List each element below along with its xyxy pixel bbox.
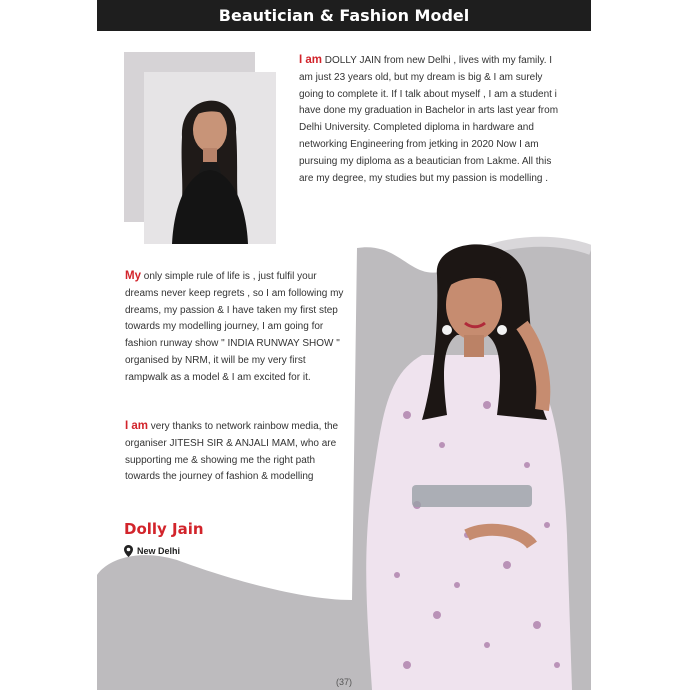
intro-paragraph	[299, 52, 567, 187]
thanks-lead: I am	[125, 420, 149, 432]
rule-lead: My	[125, 270, 141, 282]
model-photo	[347, 235, 591, 690]
portrait-photo	[144, 72, 276, 244]
page-header	[97, 0, 591, 31]
rule-paragraph	[125, 268, 351, 387]
thanks-text: very thanks to network rainbow media, the organiser JITESH SIR & ANJALI MAM, who are supporting me & showing me the right path towards the journey of fashion & modelling	[125, 421, 339, 483]
thanks-paragraph	[125, 418, 351, 486]
location-line	[124, 545, 180, 557]
map-pin-icon	[124, 545, 133, 557]
magazine-page	[97, 0, 591, 690]
intro-lead: I am	[299, 54, 323, 66]
rule-text: only simple rule of life is , just fulfil your dreams never keep regrets , so I am following my dreams, my passion & I have taken my first step towards my modelling journey, I am going for fashion runway show " INDIA RUNWAY SHOW " organised by NRM, it will be my very first rampwalk as a model & I am excited for it.	[125, 271, 344, 383]
model-name: Dolly Jain	[124, 520, 204, 538]
portrait-illustration	[144, 72, 276, 244]
page-number: (37)	[335, 677, 352, 687]
page-title: Beautician & Fashion Model	[218, 6, 470, 25]
intro-text: DOLLY JAIN from new Delhi , lives with my family. I am just 23 years old, but my dream is big & I am surely going to complete it. If I talk about myself , I am a student i have done my graduation in Bachelor in arts last year from Delhi University. Completed diploma in hardware and networking Engineering from jetking in 2020 Now I am pursuing my diploma as a beautician from Lakme. All this are my degree, my studies but my passion is modelling .	[299, 55, 559, 184]
location-label: New Delhi	[137, 546, 181, 556]
